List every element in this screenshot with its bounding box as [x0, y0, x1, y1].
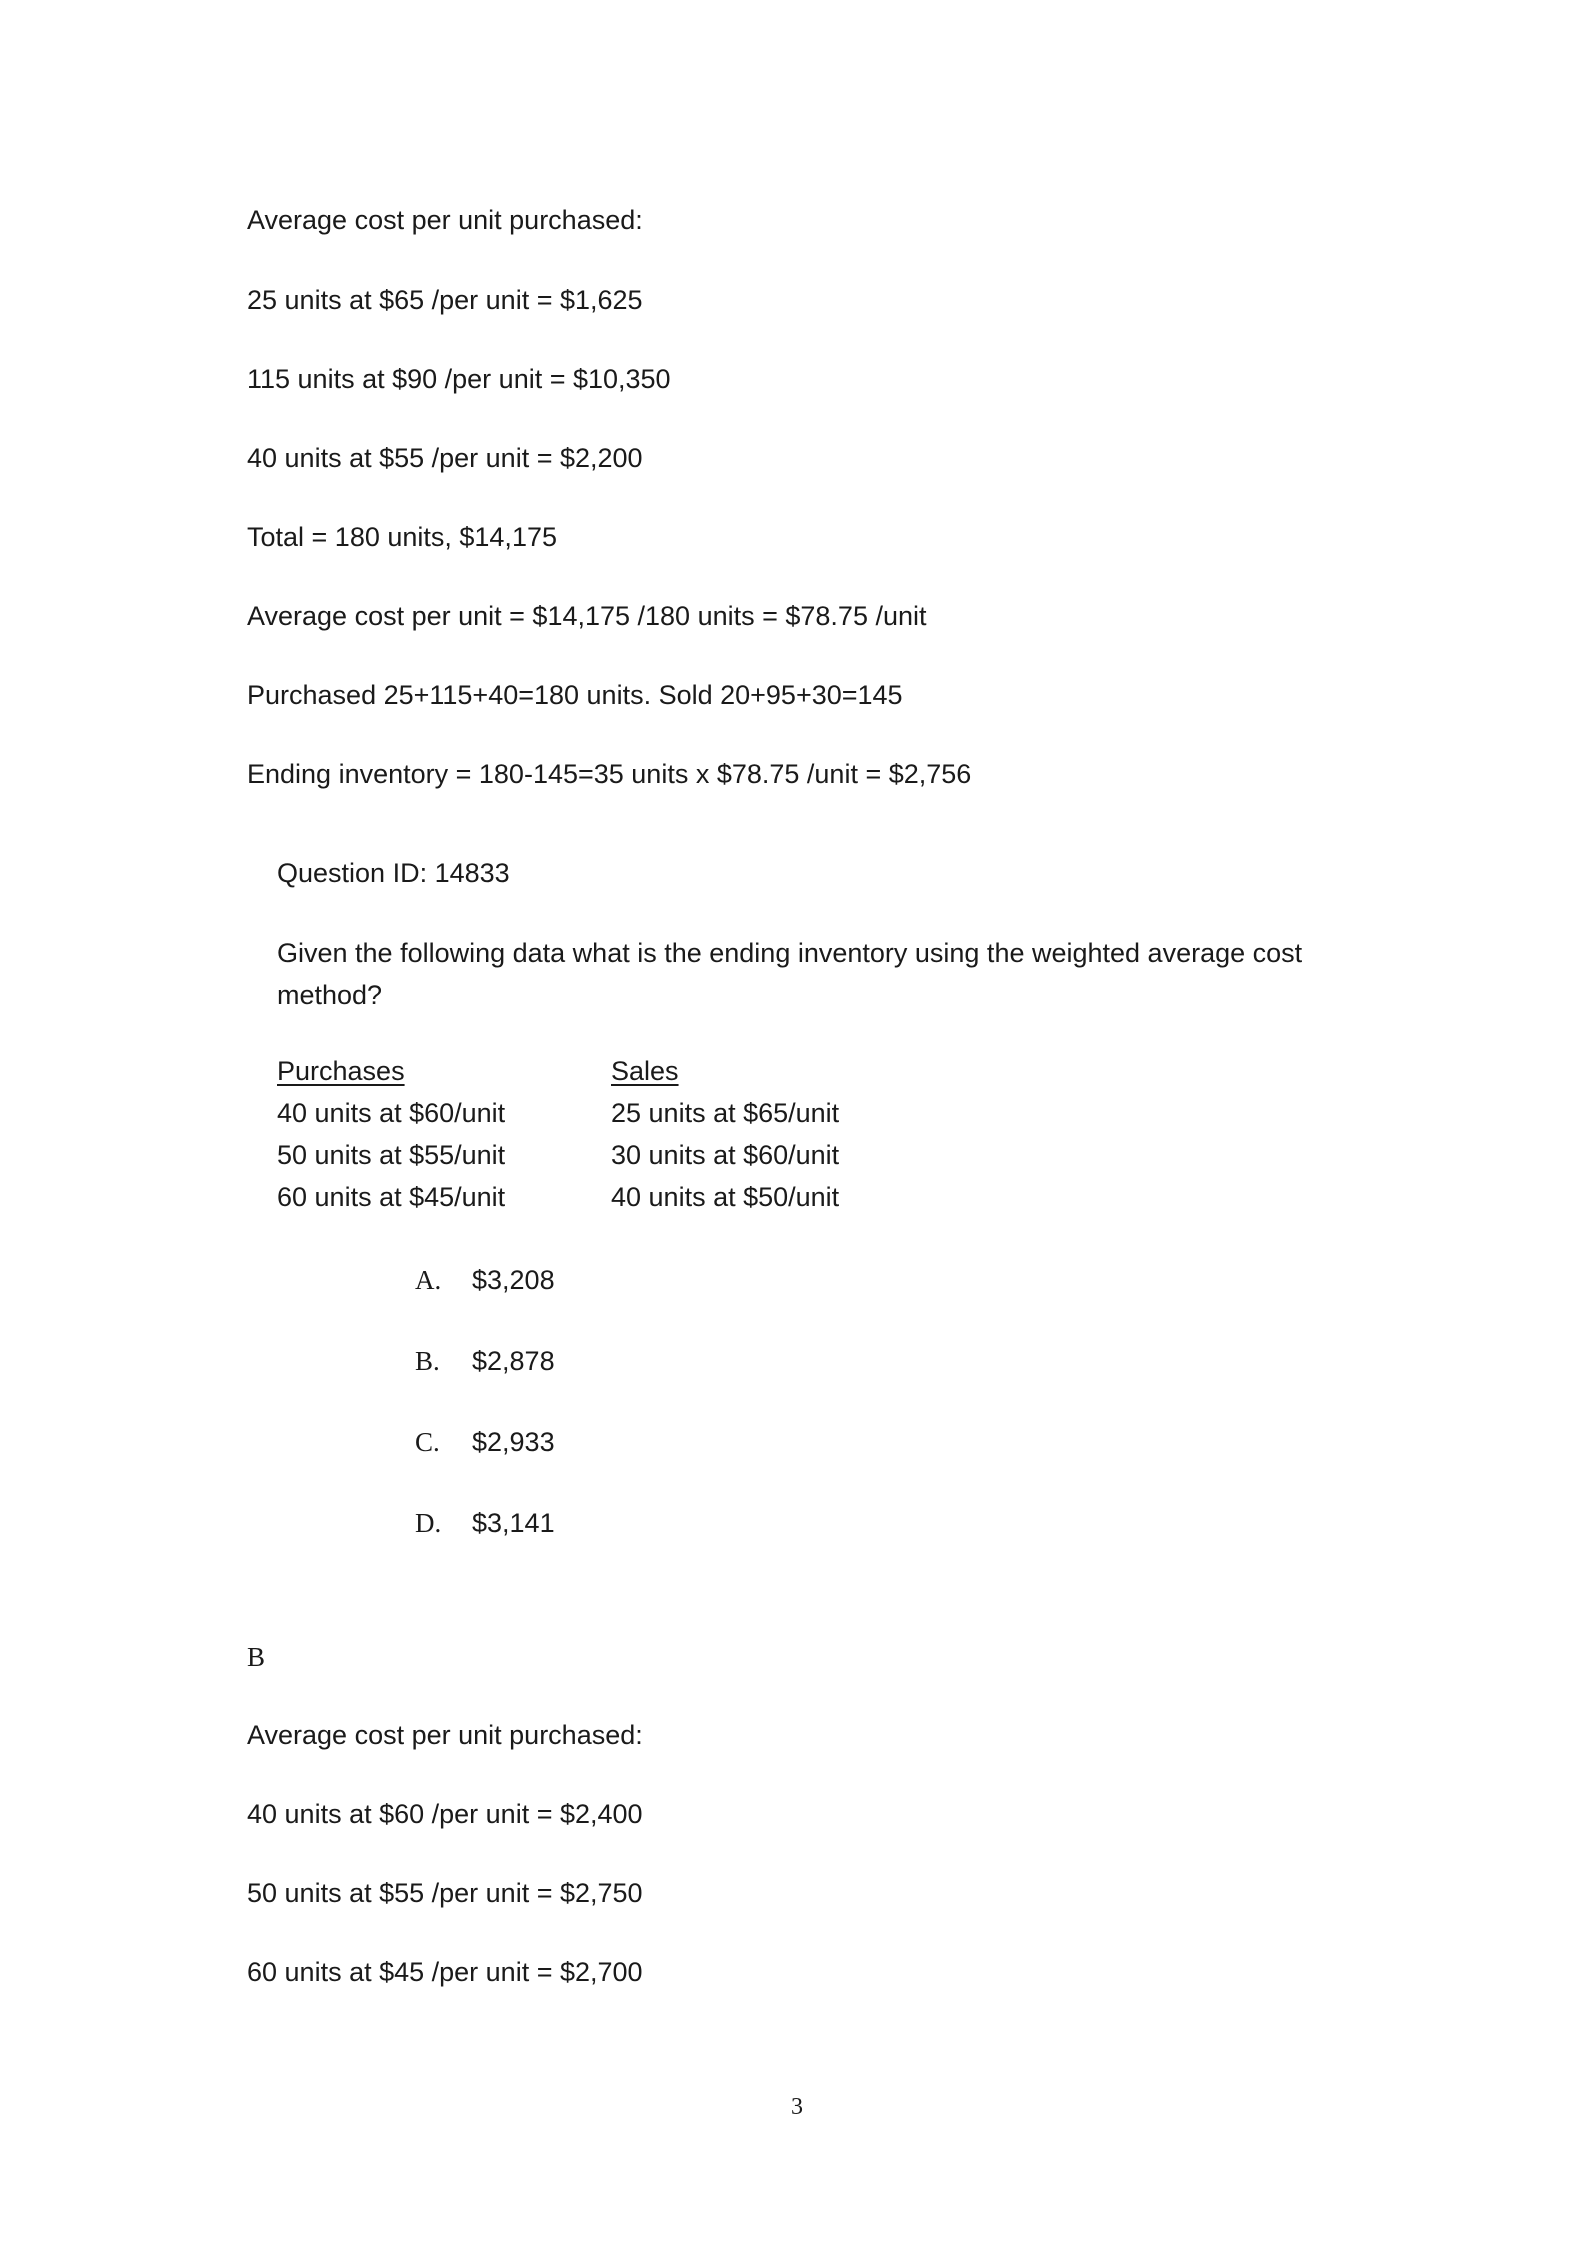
previous-solution-line: 25 units at $65 /per unit = $1,625	[247, 285, 643, 315]
choice-b	[415, 1344, 555, 1378]
answer-line: Average cost per unit purchased:	[247, 1720, 643, 1750]
sales-column	[611, 1050, 839, 1218]
previous-solution-line: Total = 180 units, $14,175	[247, 522, 557, 552]
choice-value: $2,933	[472, 1427, 555, 1457]
purchases-column	[277, 1050, 505, 1218]
choice-letter: B.	[415, 1346, 440, 1376]
sale-row: 25 units at $65/unit	[611, 1098, 840, 1128]
choice-letter: C.	[415, 1427, 440, 1457]
choice-value: $3,208	[472, 1265, 555, 1295]
question-id: Question ID: 14833	[277, 858, 510, 888]
choice-value: $3,141	[472, 1508, 555, 1538]
choice-d	[415, 1506, 555, 1540]
answer-line: 50 units at $55 /per unit = $2,750	[247, 1878, 643, 1908]
choice-value: $2,878	[472, 1346, 555, 1376]
choice-letter: D.	[415, 1508, 442, 1538]
previous-solution-line: 40 units at $55 /per unit = $2,200	[247, 443, 643, 473]
choice-a	[415, 1263, 555, 1297]
answer-line: 60 units at $45 /per unit = $2,700	[247, 1957, 643, 1987]
answer-letter: B	[247, 1642, 266, 1672]
sale-row: 40 units at $50/unit	[611, 1182, 840, 1212]
page-number: 3	[791, 2094, 803, 2120]
choice-letter: A.	[415, 1265, 442, 1295]
answer-line: 40 units at $60 /per unit = $2,400	[247, 1799, 643, 1829]
purchase-row: 50 units at $55/unit	[277, 1140, 506, 1170]
previous-solution-line: Average cost per unit purchased:	[247, 205, 643, 235]
previous-solution-line: 115 units at $90 /per unit = $10,350	[247, 364, 671, 394]
question-text: Given the following data what is the ending inventory using the weighted average cost method?	[277, 938, 1303, 1010]
purchase-row: 60 units at $45/unit	[277, 1182, 506, 1212]
purchases-header: Purchases	[277, 1056, 405, 1086]
purchase-row: 40 units at $60/unit	[277, 1098, 506, 1128]
previous-solution-line: Average cost per unit = $14,175 /180 units = $78.75 /unit	[247, 601, 927, 631]
sales-header: Sales	[611, 1056, 679, 1086]
previous-solution-line: Purchased 25+115+40=180 units. Sold 20+95+30=145	[247, 680, 903, 710]
previous-solution-line: Ending inventory = 180-145=35 units x $78.75 /unit = $2,756	[247, 759, 972, 789]
sale-row: 30 units at $60/unit	[611, 1140, 840, 1170]
choice-c	[415, 1425, 555, 1459]
